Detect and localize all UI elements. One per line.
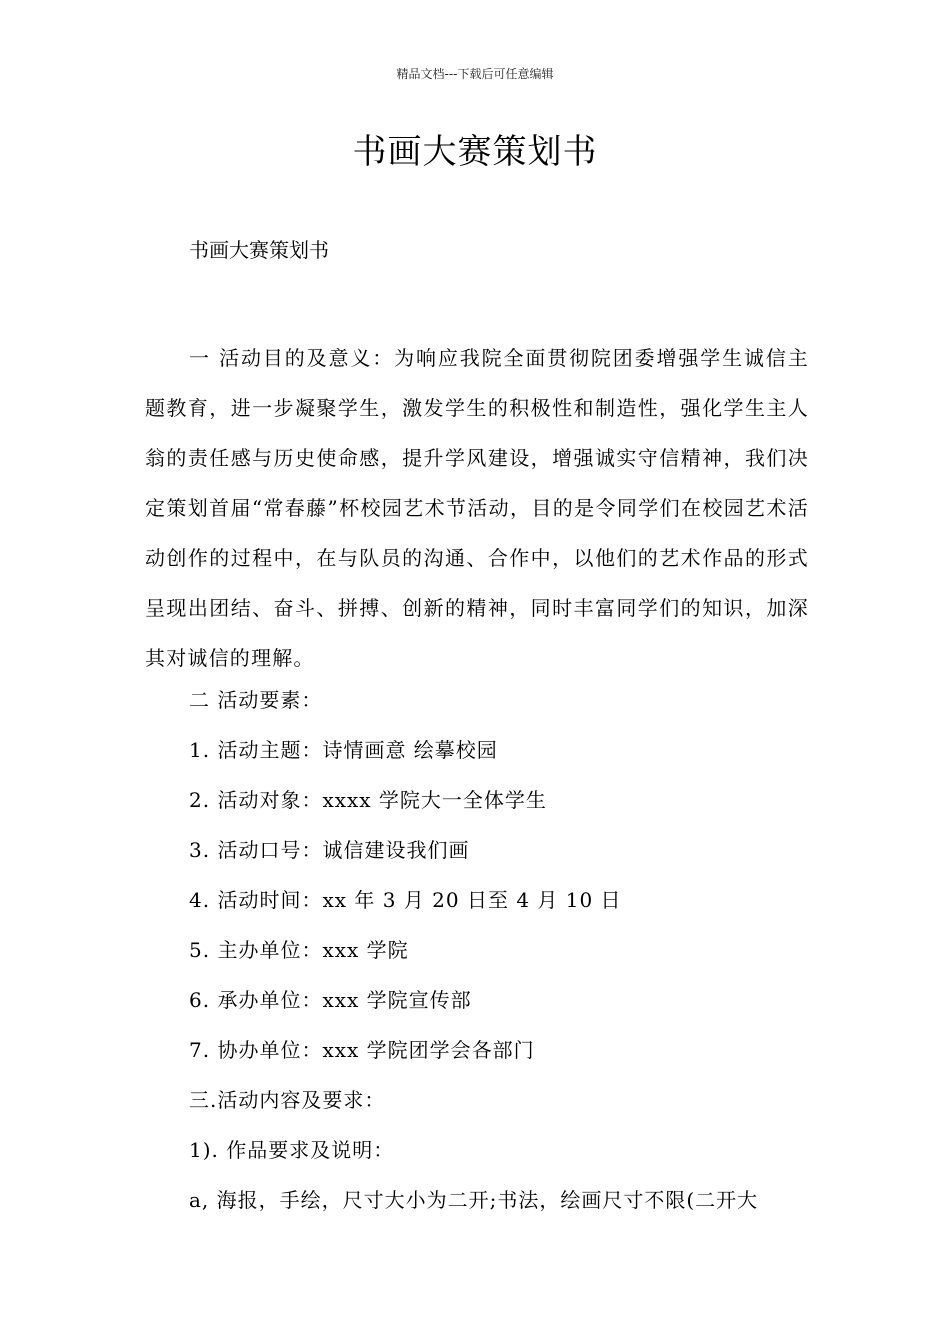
list-item: 1. 活动主题：诗情画意 绘摹校园 (189, 738, 498, 762)
list-item: 2. 活动对象：xxxx 学院大一全体学生 (189, 788, 547, 812)
section-1-paragraph: 一 活动目的及意义：为响应我院全面贯彻院团委增强学生诚信主题教育，进一步凝聚学生，激发学生的积极性和制造性，强化学生主人翁的责任感与历史使命感，提升学风建设，增强诚实守信精神，我们决定策划首届“常春藤”杯校园艺术节活动，目的是令同学们在校园艺术活动创作的过程中，在与队员的沟通、合作中，以他们的艺术作品的形式呈现出团结、奋斗、拼搏、创新的精神，同时丰富同学们的知识，加深其对诚信的理解。 (145, 346, 809, 670)
header-note: 精品文档---下载后可任意编辑 (396, 67, 554, 81)
document-subtitle: 书画大赛策划书 (189, 238, 329, 262)
content-list (189, 675, 829, 1225)
document-title: 书画大赛策划书 (352, 132, 598, 172)
section-3-heading: 三.活动内容及要求： (189, 1088, 386, 1112)
sub-heading: 1). 作品要求及说明： (189, 1138, 395, 1162)
list-item: 5. 主办单位：xxx 学院 (189, 938, 409, 962)
paragraph-line: a, 海报，手绘，尺寸大小为二开;书法，绘画尺寸不限(二开大 (189, 1188, 759, 1212)
list-item: 7. 协办单位：xxx 学院团学会各部门 (189, 1038, 535, 1062)
list-item: 4. 活动时间：xx 年 3 月 20 日至 4 月 10 日 (189, 888, 622, 912)
section-1-body (145, 333, 809, 683)
list-item: 3. 活动口号：诚信建设我们画 (189, 838, 470, 862)
section-2-heading: 二 活动要素： (189, 688, 323, 712)
list-item: 6. 承办单位：xxx 学院宣传部 (189, 988, 472, 1012)
